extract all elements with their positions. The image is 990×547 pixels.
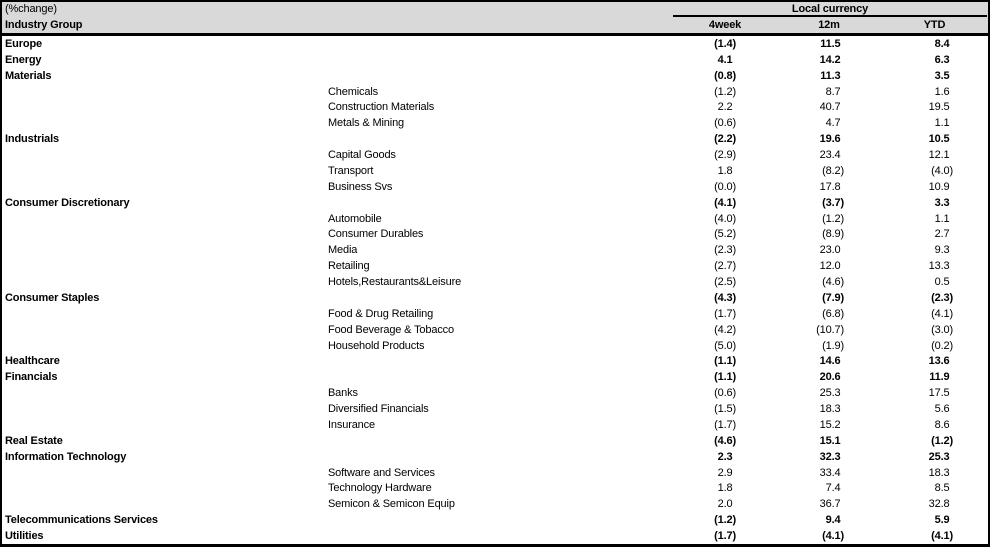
value-cell: 1.8	[717, 164, 733, 177]
row-label: Technology Hardware	[328, 482, 432, 495]
table-row	[2, 227, 988, 243]
table-row	[2, 385, 988, 401]
row-label: Real Estate	[5, 434, 63, 447]
row-label: Financials	[5, 371, 58, 384]
column-header-12m: 12m	[818, 19, 840, 31]
table-row	[2, 401, 988, 417]
value-cell: 20.6	[819, 371, 841, 384]
value-cell: 15.2	[819, 418, 841, 431]
value-cell: (1.2)	[714, 514, 736, 527]
value-cell: (1.2)	[714, 85, 736, 98]
value-cell: (4.1)	[931, 530, 953, 543]
value-cell: (5.0)	[714, 339, 736, 352]
value-cell: (8.2)	[822, 164, 844, 177]
value-cell: 8.6	[934, 418, 950, 431]
table-row	[2, 52, 988, 68]
table-row	[2, 512, 988, 528]
value-cell: 1.6	[934, 85, 950, 98]
value-cell: (1.2)	[931, 434, 953, 447]
value-cell: 11.5	[820, 37, 841, 50]
value-cell: 3.3	[934, 196, 950, 209]
value-cell: 12.1	[928, 149, 950, 162]
row-label: Household Products	[328, 339, 425, 352]
row-label: Utilities	[5, 530, 44, 543]
row-label: Industrials	[5, 133, 59, 146]
value-cell: (1.5)	[714, 403, 736, 416]
table-row	[2, 274, 988, 290]
value-cell: 2.7	[934, 228, 950, 241]
row-label: Construction Materials	[328, 101, 435, 114]
value-cell: (4.3)	[714, 291, 736, 304]
row-label: Healthcare	[5, 355, 60, 368]
value-cell: 5.6	[934, 403, 950, 416]
row-label: Hotels,Restaurants&Leisure	[328, 276, 462, 289]
table-row	[2, 115, 988, 131]
table-row	[2, 322, 988, 338]
table-row	[2, 84, 988, 100]
value-cell: 2.9	[717, 466, 733, 479]
table-row	[2, 433, 988, 449]
value-cell: (10.7)	[816, 323, 844, 336]
table-row	[2, 100, 988, 116]
value-cell: 32.3	[819, 450, 841, 463]
column-header-4week: 4week	[708, 19, 742, 31]
pct-change-label: (%change)	[5, 3, 57, 15]
value-cell: 32.8	[928, 498, 950, 511]
row-label: Semicon & Semicon Equip	[328, 498, 455, 511]
value-cell: (2.2)	[714, 133, 736, 146]
table-row	[2, 354, 988, 370]
value-cell: 6.3	[934, 53, 950, 66]
row-label: Capital Goods	[328, 149, 396, 162]
table-row	[2, 68, 988, 84]
row-label: Food & Drug Retailing	[328, 307, 434, 320]
value-cell: 18.3	[928, 466, 950, 479]
value-cell: 2.3	[717, 450, 733, 463]
row-label: Automobile	[328, 212, 382, 225]
row-label: Consumer Durables	[328, 228, 424, 241]
value-cell: 23.0	[819, 244, 841, 257]
value-cell: 7.4	[825, 482, 841, 495]
value-cell: 36.7	[819, 498, 841, 511]
local-currency-group-header: Local currency	[673, 2, 987, 17]
industry-group-column-header: Industry Group	[5, 19, 83, 31]
value-cell: (0.2)	[931, 339, 953, 352]
value-cell: (1.1)	[714, 371, 736, 384]
value-cell: (4.6)	[714, 434, 736, 447]
table-row	[2, 147, 988, 163]
row-label: Business Svs	[328, 180, 393, 193]
value-cell: 10.5	[928, 133, 950, 146]
value-cell: 18.3	[819, 403, 841, 416]
value-cell: 25.3	[819, 387, 841, 400]
table-row	[2, 528, 988, 544]
table-row	[2, 163, 988, 179]
table-body	[2, 36, 988, 544]
table-row	[2, 179, 988, 195]
table-header	[2, 2, 988, 36]
value-cell: 19.5	[928, 101, 950, 114]
table-row	[2, 258, 988, 274]
value-cell: (5.2)	[714, 228, 736, 241]
value-cell: (1.1)	[714, 355, 736, 368]
value-cell: 8.5	[934, 482, 950, 495]
value-cell: (6.8)	[822, 307, 844, 320]
table-row	[2, 449, 988, 465]
value-cell: 8.7	[825, 85, 841, 98]
value-cell: (1.2)	[822, 212, 844, 225]
value-cell: 8.4	[934, 37, 950, 50]
row-label: Retailing	[328, 260, 370, 273]
value-cell: (1.7)	[714, 418, 736, 431]
value-cell: (4.1)	[822, 530, 844, 543]
table-row	[2, 465, 988, 481]
row-label: Materials	[5, 69, 52, 82]
value-cell: (1.4)	[714, 37, 736, 50]
value-cell: (2.3)	[931, 291, 953, 304]
value-cell: (4.2)	[714, 323, 736, 336]
value-cell: (4.0)	[714, 212, 736, 225]
row-label: Insurance	[328, 418, 375, 431]
value-cell: 1.8	[717, 482, 733, 495]
table-row	[2, 369, 988, 385]
value-cell: 17.8	[819, 180, 841, 193]
value-cell: (4.0)	[931, 164, 953, 177]
value-cell: 11.9	[929, 371, 950, 384]
table-row	[2, 338, 988, 354]
table-row	[2, 306, 988, 322]
row-label: Consumer Discretionary	[5, 196, 130, 209]
table-row	[2, 195, 988, 211]
row-label: Information Technology	[5, 450, 127, 463]
row-label: Diversified Financials	[328, 403, 429, 416]
row-label: Energy	[5, 53, 42, 66]
table-row	[2, 211, 988, 227]
column-header-ytd: YTD	[923, 19, 946, 31]
value-cell: (2.3)	[714, 244, 736, 257]
value-cell: 10.9	[928, 180, 950, 193]
value-cell: (0.0)	[714, 180, 736, 193]
value-cell: (3.0)	[931, 323, 953, 336]
value-cell: 0.5	[934, 276, 950, 289]
value-cell: (4.1)	[931, 307, 953, 320]
table-row	[2, 417, 988, 433]
value-cell: 13.3	[928, 260, 950, 273]
value-cell: (2.9)	[714, 149, 736, 162]
value-cell: 13.6	[928, 355, 950, 368]
table-row	[2, 496, 988, 512]
value-cell: 14.2	[819, 53, 841, 66]
row-label: Transport	[328, 164, 374, 177]
value-cell: (4.1)	[714, 196, 736, 209]
row-label: Chemicals	[328, 85, 378, 98]
value-cell: 1.1	[934, 212, 950, 225]
value-cell: 4.7	[825, 117, 841, 130]
table-row	[2, 242, 988, 258]
value-cell: 1.1	[934, 117, 950, 130]
value-cell: (1.7)	[714, 307, 736, 320]
table-row	[2, 481, 988, 497]
value-cell: (3.7)	[822, 196, 844, 209]
row-label: Banks	[328, 387, 358, 400]
value-cell: (0.6)	[714, 117, 736, 130]
value-cell: 9.4	[825, 514, 841, 527]
value-cell: (2.7)	[714, 260, 736, 273]
value-cell: 33.4	[819, 466, 841, 479]
value-cell: 12.0	[819, 260, 841, 273]
value-cell: 15.1	[819, 434, 841, 447]
table-row	[2, 131, 988, 147]
value-cell: 17.5	[928, 387, 950, 400]
value-cell: 14.6	[819, 355, 841, 368]
value-cell: (8.9)	[822, 228, 844, 241]
row-label: Software and Services	[328, 466, 435, 479]
value-cell: 23.4	[819, 149, 841, 162]
value-cell: 9.3	[934, 244, 950, 257]
value-cell: (0.8)	[714, 69, 736, 82]
value-cell: 11.3	[820, 69, 841, 82]
value-cell: (1.9)	[822, 339, 844, 352]
value-cell: 25.3	[928, 450, 950, 463]
value-cell: 4.1	[717, 53, 733, 66]
value-cell: (1.7)	[714, 530, 736, 543]
row-label: Food Beverage & Tobacco	[328, 323, 454, 336]
table-row	[2, 290, 988, 306]
value-cell: (2.5)	[714, 276, 736, 289]
value-cell: 2.2	[717, 101, 733, 114]
value-cell: (7.9)	[822, 291, 844, 304]
table-row	[2, 36, 988, 52]
value-cell: (4.6)	[822, 276, 844, 289]
value-cell: 2.0	[717, 498, 733, 511]
row-label: Telecommunications Services	[5, 514, 158, 527]
row-label: Metals & Mining	[328, 117, 405, 130]
row-label: Media	[328, 244, 358, 257]
value-cell: 40.7	[819, 101, 841, 114]
value-cell: 3.5	[934, 69, 950, 82]
value-cell: 5.9	[934, 514, 950, 527]
row-label: Europe	[5, 37, 42, 50]
value-cell: 19.6	[819, 133, 841, 146]
row-label: Consumer Staples	[5, 291, 100, 304]
value-cell: (0.6)	[714, 387, 736, 400]
